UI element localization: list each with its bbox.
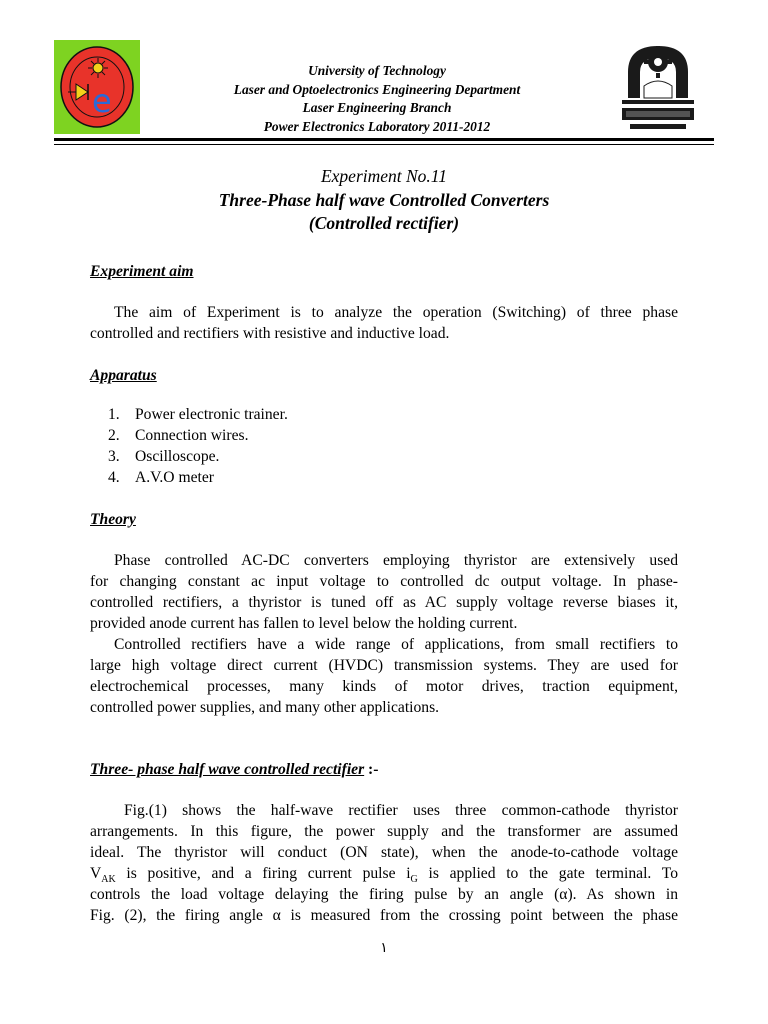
header-line: Laser Engineering Branch [302, 100, 452, 115]
paragraph-line: provided anode current has fallen to level below the holding current. [90, 615, 518, 632]
paragraph-line: controlled and rectifiers with resistive and inductive load. [90, 325, 450, 342]
paragraph-line: Phase controlled AC-DC converters employing thyristor are extensively used [114, 552, 678, 569]
paragraph-line: controls the load voltage delaying the firing pulse by an angle (α). As shown in [90, 886, 678, 903]
paragraph-line: ideal. The thyristor will conduct (ON state), when the anode-to-cathode voltage [90, 844, 678, 861]
svg-text:e: e [92, 82, 112, 120]
list-item: 2. Connection wires. [108, 427, 249, 444]
apparatus-heading: Apparatus [90, 367, 157, 384]
page-number: ١ [380, 941, 388, 956]
apparatus-list [108, 404, 288, 488]
header-line: University of Technology [308, 63, 446, 78]
paragraph-line: $V_{AK}$ is positive, and a firing current pulse $i_G$ is applied to the gate terminal. To [90, 865, 678, 886]
department-logo-icon [54, 40, 140, 134]
aim-heading: Experiment aim [90, 263, 194, 280]
paragraph-line: Fig.(1) shows the half-wave rectifier uses three common-cathode thyristor [124, 802, 678, 819]
list-item: 1. Power electronic trainer. [108, 406, 288, 423]
paragraph-line: arrangements. In this figure, the power supply and the transformer are assumed [90, 823, 678, 840]
paragraph-line: electrochemical processes, many kinds of motor drives, traction equipment, [90, 678, 678, 695]
header-line: Power Electronics Laboratory 2011-2012 [263, 118, 491, 134]
experiment-title-line: Three-Phase half wave Controlled Converters [218, 190, 550, 210]
list-item: 3. Oscilloscope. [108, 448, 220, 465]
experiment-number: Experiment No.11 [320, 166, 448, 186]
paragraph-line: Fig. (2), the firing angle α is measured from the crossing point between the phase [90, 907, 678, 924]
paragraph-line: controlled power supplies, and many other applications. [90, 699, 440, 716]
paragraph-line: The aim of Experiment is to analyze the operation (Switching) of three phase [114, 304, 678, 321]
header-rule-thin [54, 144, 714, 145]
experiment-title [0, 189, 768, 235]
header-line: Laser and Optoelectronics Engineering Department [233, 81, 521, 97]
theory-paragraph [90, 550, 678, 718]
three-phase-heading: Three- phase half wave controlled rectifier :- [90, 761, 379, 778]
list-item: 4. A.V.O meter [108, 469, 214, 486]
theory-heading: Theory [90, 511, 136, 528]
paragraph-line: for changing constant ac input voltage to controlled dc output voltage. In phase- [90, 573, 678, 590]
three-phase-paragraph [90, 800, 678, 926]
header-rule-thick [54, 138, 714, 141]
paragraph-line: Controlled rectifiers have a wide range of applications, from small rectifiers to [114, 636, 678, 653]
aim-paragraph [90, 302, 678, 344]
header-institution [140, 62, 614, 136]
experiment-subtitle: (Controlled rectifier) [308, 213, 460, 233]
university-logo-icon [614, 38, 702, 136]
paragraph-line: controlled rectifiers, a thyristor is tuned off as AC supply voltage reverse biases it, [90, 594, 678, 611]
paragraph-line: large high voltage direct current (HVDC) transmission systems. They are used for [90, 657, 678, 674]
